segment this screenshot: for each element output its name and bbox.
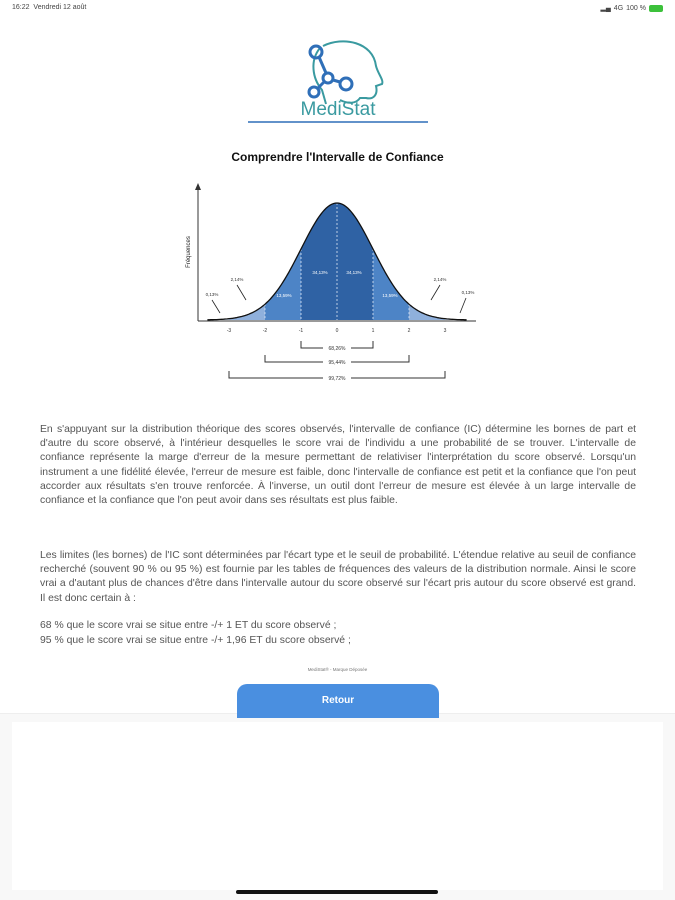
normal-distribution-figure [0,0,675,400]
arrow-icon [431,285,440,300]
network-label: 4G [613,4,624,12]
arrow-icon [237,285,246,300]
home-indicator[interactable] [236,890,438,894]
arrow-icon [212,300,220,313]
x-tick-label: 1 [371,328,375,334]
back-button[interactable]: Retour [237,684,439,718]
y-axis-arrow-icon [195,183,201,190]
page-title: Comprendre l'Intervalle de Confiance [231,150,444,164]
segment-percent-label: 34,13% [346,270,362,275]
status-date: Vendredi 12 août [33,4,87,11]
segment-percent-label: 34,13% [312,270,328,275]
list-line-1: 68 % que le score vrai se situe entre -/+ 1 ET du score observé ; [40,620,337,631]
battery-label: 100 % [626,4,646,12]
x-tick-label: 3 [443,328,447,334]
paragraph-1: En s'appuyant sur la distribution théorique des scores observés, l'intervalle de confiance (IC) détermine les bornes de part et d'autre du score observé, à l'intérieur desquelles le score vrai de l'individu a une probabilité de se trouver. L'intervalle de confiance représente la marge d'erreur de la mesure permettant de relativiser l'interprétation du score observé. Lorsqu'un instrument a une fidélité élevée, l'erreur de mesure est faible, donc l'intervalle de confiance est petit et la confiance que l'on peut accorder aux résultats s'en trouve renforcée. À l'inverse, un outil dont l'erreur de mesure est élevée à un large intervalle de confiance et la confiance que l'on peut avoir dans ses résultats est plus faible. [40,424,636,507]
paragraph-2: Les limites (les bornes) de l'IC sont déterminées par l'écart type et le seuil de probabilité. L'étendue relative au seuil de confiance recherché (souvent 90 % ou 95 %) est fournie par les tables de fréquences des valeurs de la distribution normale. Ainsi le score vrai a d'autant plus de chances d'être dans l'intervalle autour du score observé sur l'écart pris autour du score observé est grand. Il est donc certain à : [40,550,636,604]
bottom-panel [0,713,675,900]
x-tick-label: -3 [226,328,232,334]
range-percent-label: 95,44% [328,360,346,366]
footer-trademark: MediStat® - Marque Déposée [307,667,368,672]
x-tick-label: 2 [407,328,411,334]
segment-percent-label: 2,14% [433,277,447,282]
x-tick-label: 0 [335,328,339,334]
x-tick-label: -2 [262,328,268,334]
logo-text: MediStat [300,99,376,120]
x-tick-label: -1 [298,328,304,334]
segment-percent-label: 13,59% [276,293,292,298]
status-time: 16:22 [12,4,30,11]
arrow-icon [460,298,466,313]
segment-percent-label: 0,13% [461,290,475,295]
segment-percent-label: 2,14% [230,277,244,282]
curve-segment [301,203,337,320]
segment-percent-label: 0,13% [205,292,219,297]
signal-icon: ▂▄ [600,5,611,12]
segment-percent-label: 13,59% [382,293,398,298]
y-axis-label: Fréquences [186,236,192,268]
range-percent-label: 68,26% [328,346,346,352]
range-percent-label: 99,72% [328,376,346,382]
list-line-2: 95 % que le score vrai se situe entre -/+ 1,96 ET du score observé ; [40,635,351,646]
curve-segment [337,203,373,320]
